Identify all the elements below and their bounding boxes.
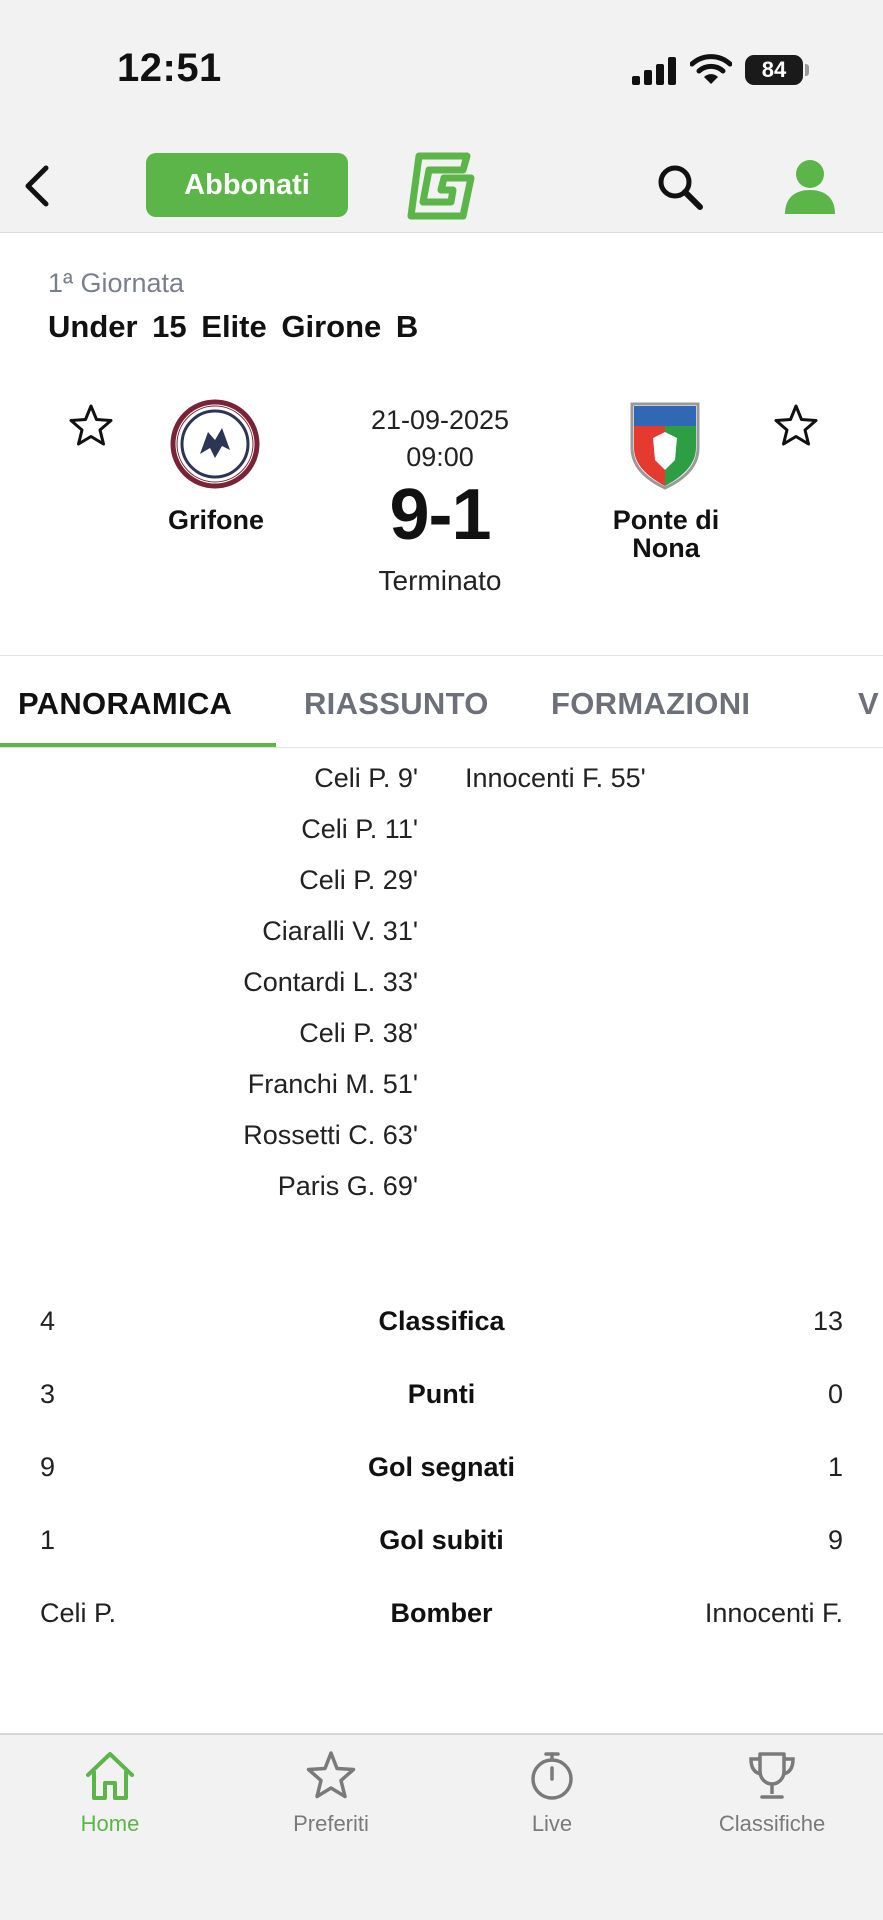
round-label: 1ª Giornata xyxy=(48,268,185,298)
nav-preferiti[interactable] xyxy=(231,1749,431,1837)
profile-button[interactable] xyxy=(780,155,840,217)
home-scorer: Ciaralli V. 31' xyxy=(262,916,418,946)
search-icon xyxy=(655,162,705,212)
nav-preferiti-label: Preferiti xyxy=(293,1811,369,1836)
stat-row xyxy=(0,1306,883,1346)
stat-label: Gol segnati xyxy=(367,1452,516,1482)
star-icon xyxy=(304,1749,358,1803)
stat-away-value: 13 xyxy=(812,1306,843,1336)
stat-home-value: 1 xyxy=(40,1525,56,1555)
stat-row xyxy=(0,1525,883,1565)
tab-more[interactable]: V xyxy=(858,686,879,721)
favorite-home-star-icon[interactable] xyxy=(67,402,115,450)
home-scorer: Celi P. 29' xyxy=(299,865,418,895)
match-status: Terminato xyxy=(378,565,502,596)
status-time: 12:51 xyxy=(117,46,222,90)
stat-away-value: 0 xyxy=(827,1379,843,1409)
active-tab-indicator xyxy=(0,743,276,748)
competition-title: Under 15 Elite Girone B xyxy=(48,309,419,344)
stat-label: Gol subiti xyxy=(379,1525,504,1555)
home-scorer: Franchi M. 51' xyxy=(247,1069,418,1099)
tab-riassunto[interactable]: RIASSUNTO xyxy=(304,686,489,721)
stat-home-value: 9 xyxy=(40,1452,56,1482)
back-button[interactable] xyxy=(12,158,62,214)
trophy-icon xyxy=(745,1749,799,1803)
subscribe-button[interactable]: Abbonati xyxy=(146,153,348,217)
stat-away-value: 9 xyxy=(827,1525,843,1555)
battery-cap-icon xyxy=(805,64,809,76)
tab-formazioni[interactable]: FORMAZIONI xyxy=(551,686,751,721)
user-icon xyxy=(783,158,837,214)
status-bar xyxy=(0,0,883,140)
stat-home-value: Celi P. xyxy=(40,1598,117,1628)
nav-home[interactable] xyxy=(10,1749,210,1837)
nav-classifiche-label: Classifiche xyxy=(718,1811,826,1836)
stat-home-value: 4 xyxy=(40,1306,56,1336)
away-team-name[interactable]: Ponte di Nona xyxy=(612,505,720,563)
home-team-crest-icon[interactable] xyxy=(170,398,260,490)
home-icon xyxy=(83,1749,137,1803)
home-scorer: Celi P. 11' xyxy=(301,814,418,844)
stat-row xyxy=(0,1379,883,1419)
cellular-signal-icon xyxy=(632,57,676,85)
app-header xyxy=(0,140,883,233)
stat-row xyxy=(0,1598,883,1638)
away-team-crest-icon[interactable] xyxy=(620,398,710,490)
nav-classifiche[interactable] xyxy=(672,1749,872,1837)
stat-away-value: Innocenti F. xyxy=(704,1598,843,1628)
stat-home-value: 3 xyxy=(40,1379,56,1409)
match-time: 09:00 xyxy=(406,442,474,472)
tab-bar xyxy=(0,655,883,748)
match-score: 9-1 xyxy=(389,475,491,555)
home-scorer: Celi P. 38' xyxy=(299,1018,418,1048)
stat-away-value: 1 xyxy=(827,1452,843,1482)
home-scorer: Contardi L. 33' xyxy=(243,967,418,997)
home-scorer: Rossetti C. 63' xyxy=(243,1120,418,1150)
stat-label: Bomber xyxy=(390,1598,493,1628)
wifi-icon xyxy=(690,52,732,86)
stopwatch-icon xyxy=(525,1749,579,1803)
favorite-away-star-icon[interactable] xyxy=(772,402,820,450)
stat-row xyxy=(0,1452,883,1492)
nav-live[interactable] xyxy=(452,1749,652,1837)
stat-label: Punti xyxy=(407,1379,476,1409)
app-logo-icon[interactable] xyxy=(405,150,475,222)
chevron-left-icon xyxy=(20,164,54,208)
match-date: 21-09-2025 xyxy=(370,405,510,435)
nav-live-label: Live xyxy=(531,1811,573,1836)
home-team-name[interactable]: Grifone xyxy=(167,505,264,535)
stat-label: Classifica xyxy=(378,1306,505,1336)
battery-indicator: 84 xyxy=(745,55,803,85)
bottom-nav xyxy=(0,1733,883,1920)
away-scorer: Innocenti F. 55' xyxy=(465,763,646,793)
home-scorer: Celi P. 9' xyxy=(314,763,418,793)
search-button[interactable] xyxy=(651,158,709,216)
tab-panoramica[interactable]: PANORAMICA xyxy=(18,686,233,721)
home-scorer: Paris G. 69' xyxy=(277,1171,418,1201)
nav-home-label: Home xyxy=(80,1811,140,1836)
